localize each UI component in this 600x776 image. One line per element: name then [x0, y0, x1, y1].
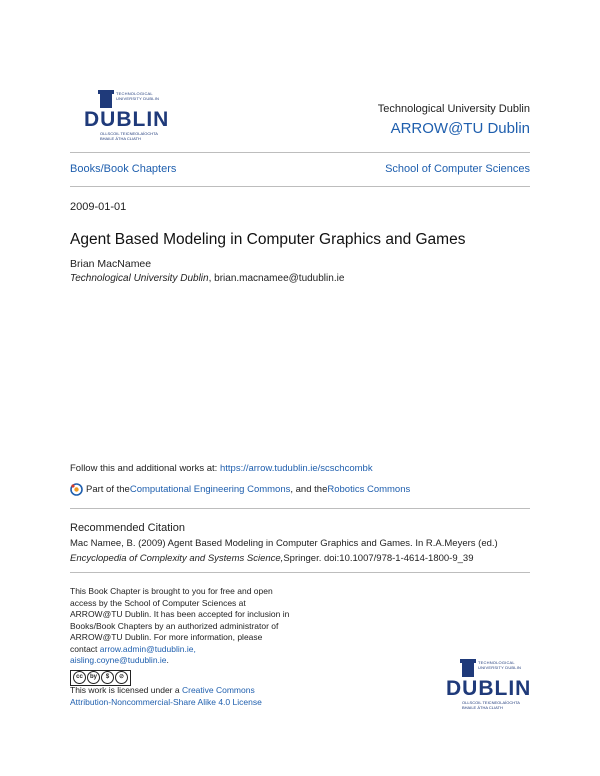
follow-link[interactable]: https://arrow.tudublin.ie/scschcombk: [219, 463, 373, 474]
author-name: Brian MacNamee: [70, 258, 152, 270]
logo-tagline: TECHNOLOGICAL UNIVERSITY DUBLIN: [478, 660, 522, 670]
follow-line: Follow this and additional works at: https://arrow.tudublin.ie/scschcombk: [70, 463, 373, 474]
logo-wordmark: DUBLIN: [446, 677, 532, 700]
commons-line: Part of the Computational Engineering Commons , and the Robotics Commons: [70, 483, 410, 496]
document-title: Agent Based Modeling in Computer Graphics and Games: [70, 231, 466, 248]
citation-line-2: Encyclopedia of Complexity and Systems Science,Springer. doi:10.1007/978-1-4614-1800-9_39: [70, 553, 474, 564]
contact-email-2[interactable]: aisling.coyne@tudublin.ie: [70, 655, 167, 665]
tu-dublin-logo-footer: [446, 659, 532, 710]
divider: [70, 508, 530, 509]
contact-email-1[interactable]: arrow.admin@tudublin.ie,: [99, 643, 196, 654]
repository-link[interactable]: ARROW@TU Dublin: [390, 120, 530, 137]
by-icon: by: [87, 671, 100, 684]
robotics-commons-link[interactable]: Robotics Commons: [327, 484, 411, 495]
network-icon: [70, 483, 83, 496]
citation-heading: Recommended Citation: [70, 522, 185, 534]
divider: [70, 572, 530, 573]
logo-wordmark: DUBLIN: [84, 108, 170, 131]
nc-icon: $: [101, 671, 114, 684]
school-link[interactable]: School of Computer Sciences: [385, 163, 530, 175]
sa-icon: ⊘: [115, 671, 128, 684]
divider: [70, 186, 530, 187]
logo-tagline-irish: OLLSCOIL TEICNEOLAÍOCHTA BHAILE ÁTHA CLIATH: [462, 700, 520, 710]
author-affiliation: Technological University Dublin, brian.macnamee@tudublin.ie: [70, 273, 345, 284]
logo-t-mark: [100, 90, 112, 108]
collection-link[interactable]: Books/Book Chapters: [70, 163, 177, 175]
citation-line-1: Mac Namee, B. (2009) Agent Based Modeling in Computer Graphics and Games. In R.A.Meyers (ed.): [70, 538, 498, 549]
logo-t-mark: [462, 659, 474, 677]
divider: [70, 152, 530, 153]
tu-dublin-logo: [84, 90, 170, 141]
license-link-1[interactable]: Creative Commons: [181, 685, 255, 695]
publication-date: 2009-01-01: [70, 201, 127, 213]
logo-tagline-irish: OLLSCOIL TEICNEOLAÍOCHTA BHAILE ÁTHA CLIATH: [100, 131, 158, 141]
computational-engineering-link[interactable]: Computational Engineering Commons: [129, 484, 291, 495]
access-statement: This Book Chapter is brought to you for free and open access by the School of Computer Sciences at ARROW@TU Dublin. It has been accepted for inclusion in Books/Book Chapters by an authorized administrator of ARROW@TU Dublin. For more information, please contact arrow.admin@tudublin.ie, aisling.coyne@tudublin.ie.: [70, 586, 290, 665]
license-link-2[interactable]: Attribution-Noncommercial-Share Alike 4.0 License: [70, 696, 262, 707]
cc-license-badge[interactable]: [70, 665, 131, 686]
logo-tagline: TECHNOLOGICAL UNIVERSITY DUBLIN: [116, 91, 160, 101]
license-statement: This work is licensed under a Creative Commons Attribution-Noncommercial-Share Alike 4.0 License: [70, 685, 262, 707]
cc-icon: cc: [73, 671, 86, 684]
institution-name: Technological University Dublin: [377, 103, 530, 115]
